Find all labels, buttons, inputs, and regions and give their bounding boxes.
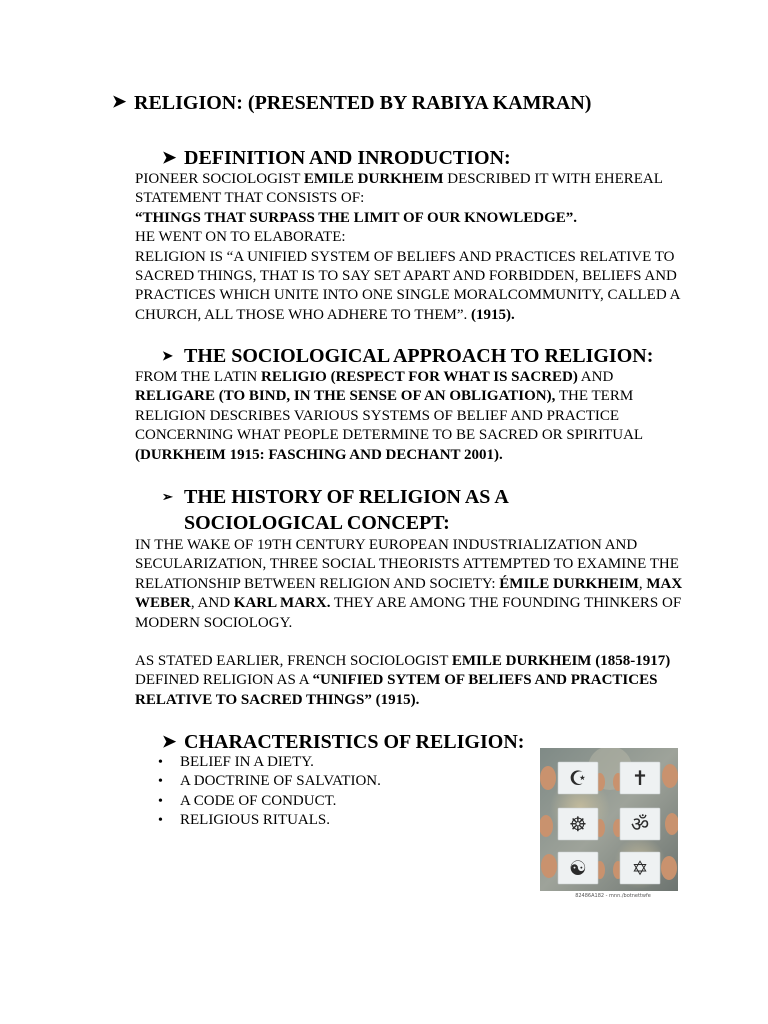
history-paragraph-2 [135,652,695,710]
text-run: FROM THE LATIN [135,369,261,385]
text-run: THEY ARE AMONG THE FOUNDING THINKERS OF MODERN SOCIOLOGY. [135,595,682,631]
history-heading [162,484,509,536]
list-item-text: BELIEF IN A DIETY. [180,754,314,770]
citation: (DURKHEIM 1915: FASCHING AND DECHANT 2001). [135,446,503,463]
bullet-dot-icon: • [158,793,163,809]
text-run: AND [577,369,614,385]
list-item-text: A CODE OF CONDUCT. [180,792,337,809]
arrow-bullet-icon: ➤ [162,148,177,167]
om-icon: ॐ [630,812,650,836]
text-run: , AND [190,595,234,612]
bullet-dot-icon: • [158,774,163,790]
religious-symbols-illustration [540,748,678,891]
history-text-1 [135,536,695,633]
photo-caption: 82486A182 - mnn./botnettwfe [575,893,651,899]
history-title-line-1: THE HISTORY OF RELIGION AS A [184,486,509,508]
list-item [155,772,381,791]
text-run: RELIGION IS “A UNIFIED SYSTEM OF BELIEFS AND PRACTICES RELATIVE TO SACRED THINGS, THAT IS TO SAY SET APART AND FORBIDDEN, BELIEFS AND PRACTICES WHICH UNITE INTO ONE SINGLE MORALCOMMUNITY, CALLED A CHURCH, ALL THOSE WHO ADHERE TO THEM”. [135,248,680,323]
marx-name: KARL MARX. [233,595,331,612]
bullet-dot-icon: • [158,755,163,770]
list-item [155,811,381,830]
arrow-bullet-icon: ➢ [162,489,173,504]
text-run: , [638,575,647,592]
characteristics-heading-text: CHARACTERISTICS OF RELIGION: [184,731,525,753]
text-run: THE TERM RELIGION DESCRIBES VARIOUS SYSTEMS OF BELIEF AND PRACTICE CONCERNING WHAT PEOPLE DETERMINE TO BE SACRED OR SPIRITUAL [135,388,643,444]
text-run: DEFINED RELIGION AS A [135,672,313,689]
characteristics-list [155,753,381,831]
characteristics-heading [162,729,524,755]
text-run: AS STATED EARLIER, FRENCH SOCIOLOGIST [135,653,452,669]
main-heading [112,92,591,115]
text-run: PIONEER SOCIOLOGIST [135,171,304,187]
history-title-line-2: SOCIOLOGICAL CONCEPT: [184,512,450,534]
history-heading-text [184,484,509,536]
durkheim-name: EMILE DURKHEIM [303,171,444,187]
durkheim-name: ÉMILE DURKHEIM [499,575,639,592]
history-paragraph-1 [135,536,695,633]
arrow-bullet-icon: ➤ [162,732,177,751]
approach-text [135,368,695,465]
quote-text: “THINGS THAT SURPASS THE LIMIT OF OUR KNOWLEDGE”. [135,209,578,226]
religio-term: RELIGIO (RESPECT FOR WHAT IS SACRED) [260,369,578,385]
definition-paragraph [135,170,695,325]
text-run: DESCRIBED IT WITH EHEREAL STATEMENT THAT CONSISTS OF: [135,171,663,207]
approach-heading-text: THE SOCIOLOGICAL APPROACH TO RELIGION: [184,345,654,367]
list-item [155,753,381,772]
arrow-bullet-icon: ➤ [162,348,173,363]
cross-icon: ✝ [631,766,649,790]
history-text-2 [135,652,695,710]
yin-yang-icon: ☯ [569,856,587,880]
definition-line-1 [135,170,695,209]
star-crescent-icon: ☪ [569,766,587,790]
definition-quote [135,209,695,228]
list-item [155,792,381,811]
religare-term: RELIGARE (TO BIND, IN THE SENSE OF AN OBLIGATION), [135,388,556,405]
star-of-david-icon: ✡ [631,856,649,880]
bullet-dot-icon: • [158,813,163,829]
dharma-wheel-icon: ☸ [569,812,587,836]
weber-name: MAX WEBER [135,575,683,612]
definition-quote: “UNIFIED SYTEM OF BELIEFS AND PRACTICES RELATIVE TO SACRED THINGS” (1915). [135,672,658,708]
list-item-text: A DOCTRINE OF SALVATION. [180,773,381,790]
definition-line-3: HE WENT ON TO ELABORATE: [135,229,346,246]
definition-heading-text: DEFINITION AND INRODUCTION: [184,147,511,169]
arrow-bullet-icon: ➤ [112,92,127,111]
approach-paragraph [135,368,695,465]
definition-line-4 [135,248,695,326]
definition-heading [162,145,511,171]
text-run: IN THE WAKE OF 19TH CENTURY EUROPEAN INDUSTRIALIZATION AND SECULARIZATION, THREE SOCIAL THEORISTS ATTEMPTED TO EXAMINE THE RELATIONSHIP BETWEEN RELIGION AND SOCIETY: [135,537,679,592]
main-heading-text: RELIGION: (PRESENTED BY RABIYA KAMRAN) [134,92,592,114]
religious-symbols-photo [540,748,678,891]
year-citation: (1915). [470,306,515,323]
approach-heading [162,343,653,369]
list-item-text: RELIGIOUS RITUALS. [180,812,330,829]
durkheim-dates: EMILE DURKHEIM (1858-1917) [451,653,671,669]
